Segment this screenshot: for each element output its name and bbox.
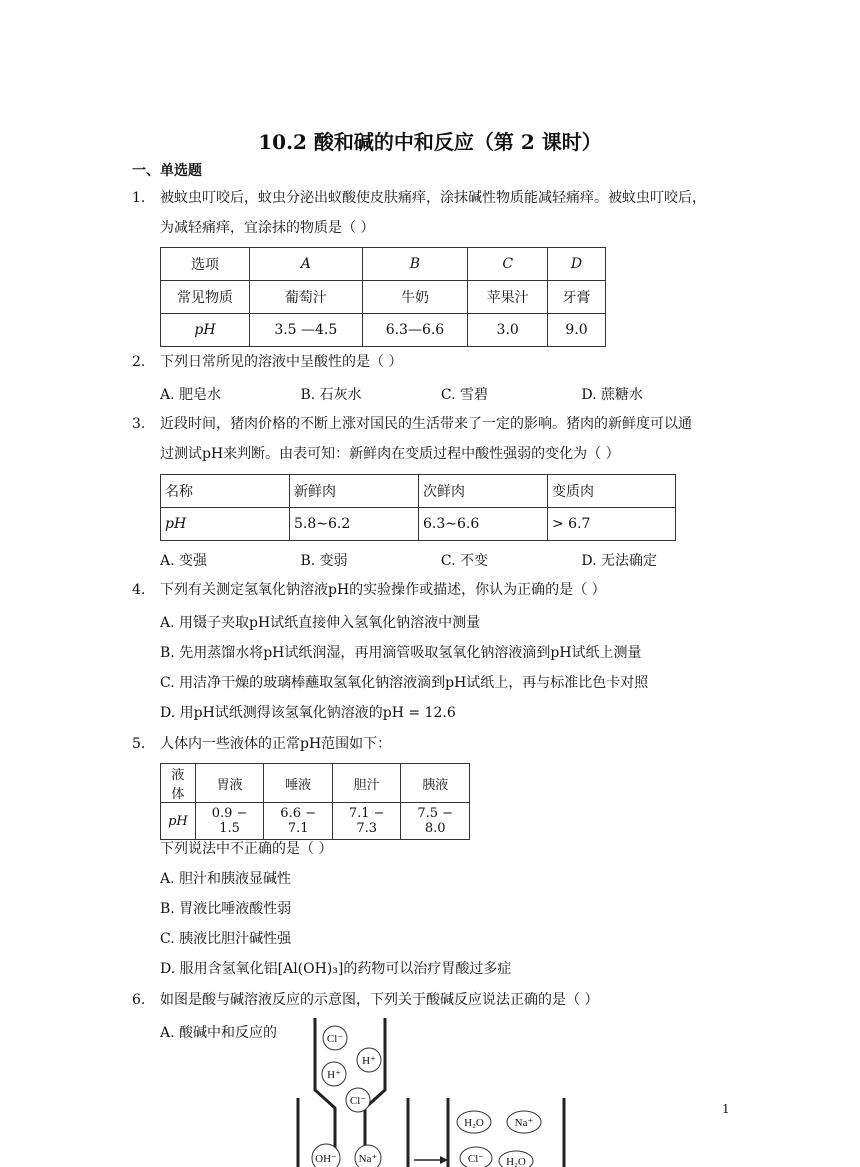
table-cell: 新鲜肉 — [290, 475, 419, 508]
table-cell: 苹果汁 — [468, 281, 548, 314]
table-cell: 3.0 — [468, 314, 548, 347]
table-cell: B — [362, 248, 468, 281]
question-number: 4. — [132, 582, 146, 598]
table-cell: 0.9 − 1.5 — [195, 803, 264, 840]
table-cell: pH — [161, 803, 196, 840]
question-3 — [132, 412, 732, 466]
ion-label: Na⁺ — [514, 1117, 534, 1129]
question-6 — [132, 988, 732, 1012]
option: D. 用pH试纸测得该氢氧化钠溶液的pH = 12.6 — [160, 705, 456, 721]
question-4 — [132, 578, 732, 602]
table-cell: D — [548, 248, 606, 281]
table-cell: 胰液 — [401, 764, 470, 803]
ion-label: Cl⁻ — [467, 1153, 485, 1165]
ion-cl — [346, 1088, 370, 1112]
table-cell: 牛奶 — [362, 281, 468, 314]
ion-label: H₂O — [464, 1117, 484, 1129]
table-cell: 常见物质 — [161, 281, 250, 314]
option: B. 石灰水 — [300, 387, 362, 403]
sub-question: 下列说法中不正确的是（ ） — [160, 841, 333, 857]
ph-table-q5 — [160, 763, 470, 840]
table-cell: 9.0 — [548, 314, 606, 347]
question-number: 3. — [132, 416, 146, 432]
product-h2o — [499, 1151, 533, 1167]
options-q2 — [160, 384, 643, 404]
question-number: 2. — [132, 354, 146, 370]
option: A. 用镊子夹取pH试纸直接伸入氢氧化钠溶液中测量 — [160, 615, 481, 631]
option: C. 用洁净干燥的玻璃棒蘸取氢氧化钠溶液滴到pH试纸上，再与标准比色卡对照 — [160, 675, 649, 691]
question-text: 人体内一些液体的正常pH范围如下： — [160, 736, 392, 752]
question-text: 下列日常所见的溶液中呈酸性的是（ ） — [160, 354, 403, 370]
question-number: 5. — [132, 736, 146, 752]
table-row — [161, 475, 676, 508]
ion-h — [357, 1048, 381, 1072]
ion-na — [355, 1145, 381, 1167]
table-cell: 胆汁 — [332, 764, 401, 803]
table-cell: pH — [161, 314, 250, 347]
table-row — [161, 248, 606, 281]
table-row — [161, 764, 470, 803]
section-heading: 一、单选题 — [132, 163, 202, 179]
table-cell: > 6.7 — [548, 508, 676, 541]
ion-label: OH⁻ — [315, 1153, 337, 1165]
ion-h — [322, 1062, 346, 1086]
options-q3 — [160, 550, 657, 570]
table-row — [161, 803, 470, 840]
question-5 — [132, 732, 732, 756]
table-cell: 6.3∼6.6 — [419, 508, 548, 541]
ph-table-q1 — [160, 247, 606, 347]
product-h2o — [457, 1111, 491, 1133]
ion-label: H⁺ — [327, 1069, 341, 1081]
option: C. 不变 — [440, 553, 489, 569]
table-cell: 次鲜肉 — [419, 475, 548, 508]
ion-label: H⁺ — [362, 1055, 376, 1067]
ph-table-q3 — [160, 474, 676, 541]
table-cell: 6.3—6.6 — [362, 314, 468, 347]
question-number: 6. — [132, 992, 146, 1008]
table-cell: 6.6 − 7.1 — [264, 803, 333, 840]
option: B. 先用蒸馏水将pH试纸润湿，再用滴管吸取氢氧化钠溶液滴到pH试纸上测量 — [160, 645, 642, 661]
table-cell: 葡萄汁 — [250, 281, 363, 314]
table-cell: 变质肉 — [548, 475, 676, 508]
product-cl — [460, 1147, 492, 1167]
table-cell: 名称 — [161, 475, 290, 508]
question-1 — [132, 186, 732, 240]
page-title: 10.2 酸和碱的中和反应（第 2 课时） — [258, 130, 602, 154]
question-text-line: 过测试pH来判断。由表可知：新鲜肉在变质过程中酸性强弱的变化为（ ） — [160, 446, 620, 462]
table-cell: 选项 — [161, 248, 250, 281]
ion-label: H₂O — [506, 1156, 526, 1167]
option: A. 酸碱中和反应的 — [160, 1025, 278, 1041]
neutralization-diagram — [290, 1018, 580, 1167]
question-text-line: 近段时间，猪肉价格的不断上涨对国民的生活带来了一定的影响。猪肉的新鲜度可以通 — [160, 416, 692, 432]
option: D. 蔗糖水 — [581, 387, 643, 403]
page-number: 1 — [722, 1102, 730, 1116]
table-row — [161, 281, 606, 314]
table-cell: 唾液 — [264, 764, 333, 803]
table-cell: 胃液 — [195, 764, 264, 803]
question-text: 下列有关测定氢氧化钠溶液pH的实验操作或描述，你认为正确的是（ ） — [160, 582, 606, 598]
table-cell: 3.5 —4.5 — [250, 314, 363, 347]
option: C. 胰液比胆汁碱性强 — [160, 931, 292, 947]
ion-label: Na⁺ — [358, 1153, 378, 1165]
option: D. 无法确定 — [581, 553, 657, 569]
table-cell: 液体 — [161, 764, 196, 803]
table-cell: pH — [161, 508, 290, 541]
option: D. 服用含氢氧化铝[Al(OH)₃]的药物可以治疗胃酸过多症 — [160, 961, 512, 977]
ion-cl — [323, 1026, 347, 1050]
table-cell: C — [468, 248, 548, 281]
ion-oh — [312, 1144, 340, 1167]
table-cell: 7.1 − 7.3 — [332, 803, 401, 840]
table-cell: 7.5 − 8.0 — [401, 803, 470, 840]
table-cell: A — [250, 248, 363, 281]
option: B. 变弱 — [300, 553, 348, 569]
option: A. 胆汁和胰液显碱性 — [160, 871, 292, 887]
table-cell: 牙膏 — [548, 281, 606, 314]
option: A. 变强 — [160, 553, 208, 569]
table-row — [161, 314, 606, 347]
question-2 — [132, 350, 732, 374]
option: A. 肥皂水 — [160, 387, 222, 403]
question-text-line: 为减轻痛痒，宜涂抹的物质是（ ） — [160, 220, 375, 236]
ion-label: Cl⁻ — [349, 1095, 367, 1107]
product-na — [507, 1111, 541, 1133]
question-text: 如图是酸与碱溶液反应的示意图，下列关于酸碱反应说法正确的是（ ） — [160, 992, 599, 1008]
table-row — [161, 508, 676, 541]
question-text-line: 被蚊虫叮咬后，蚊虫分泌出蚁酸使皮肤痛痒，涂抹碱性物质能减轻痛痒。被蚊虫叮咬后， — [160, 190, 706, 206]
table-cell: 5.8∼6.2 — [290, 508, 419, 541]
ion-label: Cl⁻ — [326, 1033, 344, 1045]
question-number: 1. — [132, 190, 146, 206]
option: C. 雪碧 — [440, 387, 489, 403]
option: B. 胃液比唾液酸性弱 — [160, 901, 292, 917]
